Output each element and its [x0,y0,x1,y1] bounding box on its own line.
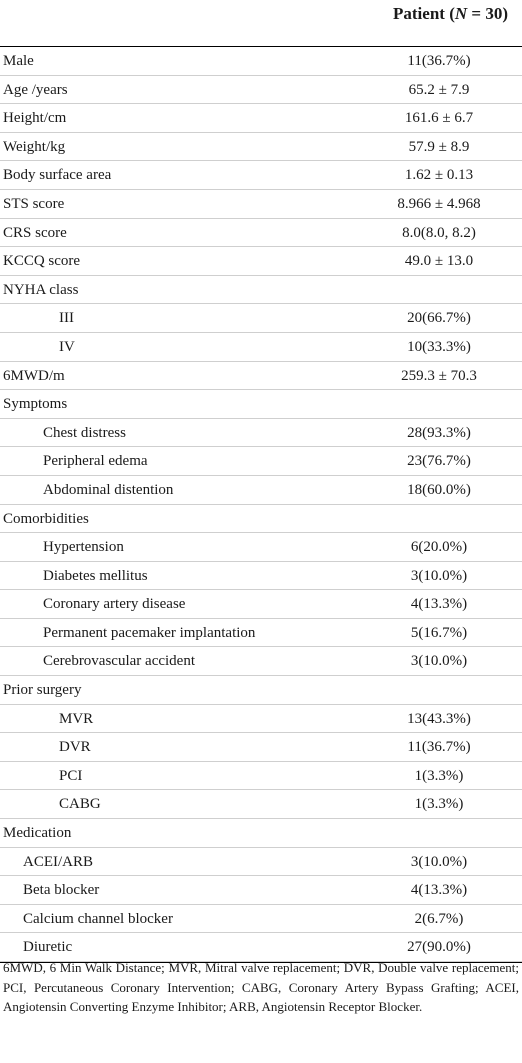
row-value: 10(33.3%) [407,338,471,355]
row-label: IV [59,338,75,355]
table-row [0,476,522,505]
row-label: Abdominal distention [43,481,174,498]
row-value: 8.0(8.0, 8.2) [402,224,476,241]
table-row [0,590,522,619]
row-label: Male [3,53,34,69]
row-value: 11(36.7%) [407,739,471,756]
table-row [0,390,522,419]
table-row [0,762,522,791]
row-value: 8.966 ± 4.968 [397,195,481,212]
row-value: 49.0 ± 13.0 [404,253,474,270]
row-label: Comorbidities [3,510,89,527]
table-row [0,333,522,362]
row-value: 6(20.0%) [410,539,468,556]
row-label: NYHA class [3,281,79,298]
row-value: 3(10.0%) [410,853,468,870]
row-label: DVR [59,739,91,756]
row-label: Hypertension [43,539,124,556]
row-value: 2(6.7%) [414,910,464,927]
row-value: 1(3.3%) [414,767,464,784]
row-value: 28(93.3%) [407,424,471,441]
table-row [0,562,522,591]
table-row [0,47,522,76]
row-label: CABG [59,796,101,813]
row-label: 6MWD/m [3,367,65,384]
row-value: 20(66.7%) [407,310,471,327]
row-value: 3(10.0%) [410,567,468,584]
row-label: Weight/kg [3,138,66,155]
row-label: III [59,310,74,327]
table-row [0,905,522,934]
table-row [0,219,522,248]
table-body [0,47,522,963]
row-value: 18(60.0%) [407,481,471,498]
row-value: 5(16.7%) [410,624,468,641]
table-row [0,848,522,877]
row-label: Age /years [3,81,68,98]
table-row [0,647,522,676]
row-value: 13(43.3%) [407,710,471,727]
table-row [0,133,522,162]
row-label: Prior surgery [3,682,82,699]
table-row [0,190,522,219]
row-label: PCI [59,767,83,784]
row-label: Permanent pacemaker implantation [43,624,256,641]
patient-column-header [393,4,508,24]
table-row [0,676,522,705]
row-label: Diuretic [23,939,73,956]
table-row [0,705,522,734]
row-label: MVR [59,710,94,727]
row-value: 1(3.3%) [414,796,464,813]
table-header-row [0,0,522,47]
row-value: 57.9 ± 8.9 [408,138,470,155]
table-row [0,276,522,305]
row-label: Cerebrovascular accident [43,653,195,670]
table-footnote: 6MWD, 6 Min Walk Distance; MVR, Mitral valve replacement; DVR, Double valve replacement; PCI, Percutaneous Coronary Intervention; CABG, Coronary Artery Bypass Grafting; ACEI, Angiotensin Converting Enzyme Inhibitor; ARB, Angiotensin Receptor Blocker. [3,960,519,1015]
table-row [0,304,522,333]
row-label: ACEI/ARB [23,853,94,870]
table-row [0,876,522,905]
table-row [0,505,522,534]
row-label: Diabetes mellitus [43,567,148,584]
row-label: STS score [3,195,65,212]
row-label: CRS score [3,224,67,241]
table-row [0,790,522,819]
patient-column-header-text: Patient (N = 30) [393,4,508,23]
table-row [0,247,522,276]
row-value: 11(36.7%) [407,53,471,69]
row-value: 4(13.3%) [410,882,468,899]
row-label: Coronary artery disease [43,596,186,613]
table-row [0,362,522,391]
row-label: Medication [3,825,72,842]
table-row [0,104,522,133]
row-label: Height/cm [3,110,67,127]
row-value: 4(13.3%) [410,596,468,613]
row-value: 1.62 ± 0.13 [404,167,474,184]
row-value: 65.2 ± 7.9 [408,81,470,98]
table-row [0,819,522,848]
row-label: Chest distress [43,424,126,441]
row-label: Calcium channel blocker [23,910,173,927]
table-row [0,76,522,105]
table-row [0,419,522,448]
row-label: Peripheral edema [43,453,148,470]
table-row [0,619,522,648]
table-row [0,533,522,562]
row-label: Symptoms [3,396,68,413]
row-value: 259.3 ± 70.3 [401,367,477,384]
table-row [0,447,522,476]
row-label: KCCQ score [3,253,81,270]
row-value: 3(10.0%) [410,653,468,670]
row-label: Beta blocker [23,882,100,899]
row-value: 161.6 ± 6.7 [404,110,474,127]
row-value: 27(90.0%) [407,939,471,956]
table-row [0,733,522,762]
table-row [0,161,522,190]
row-value: 23(76.7%) [407,453,471,470]
row-label: Body surface area [3,167,112,184]
